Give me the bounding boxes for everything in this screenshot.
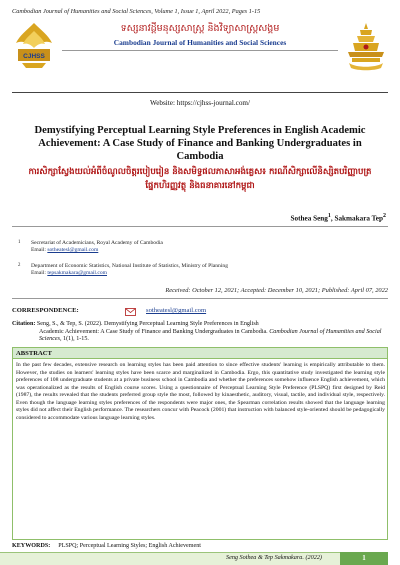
page-footer (0, 552, 400, 565)
author-affiliation-mark: 1 (327, 213, 331, 219)
publication-dates: Received: October 12, 2021; Accepted: December 10, 2021; Published: April 07, 2022 (165, 287, 388, 294)
envelope-icon (125, 308, 136, 316)
cjhss-logo-icon (12, 21, 56, 71)
authors-divider (12, 226, 388, 227)
masthead-divider (62, 50, 338, 51)
citation-text: Seng, S., & Tep, S. (2022). Demystifying Perceptual Learning Style Preferences in English (36, 321, 259, 327)
citation-journal-name: Cambodian Journal of Humanities and Social Sciences (39, 328, 382, 343)
royal-academy-emblem-icon (344, 21, 388, 71)
footer-author-credit: Seng Sothea & Tep Sakmakara. (2022) (225, 554, 322, 561)
affiliation-organization: Secretariat of Academicians, Royal Academy of Cambodia (31, 240, 163, 246)
journal-english-name: Cambodian Journal of Humanities and Social Sciences (113, 38, 287, 47)
running-head: Cambodian Journal of Humanities and Social Sciences, Volume 1, Issue 1, April 2022, Pages 1-15 (12, 8, 261, 15)
abstract-heading: ABSTRACT (13, 348, 387, 359)
author-separator: , (330, 214, 335, 223)
citation-volume: , 1(1), 1-15. (59, 336, 89, 343)
citation-block (12, 321, 388, 344)
affiliation-email-link[interactable]: sotheatesl@gmail.com (47, 247, 99, 254)
author-affiliation-mark: 2 (383, 213, 386, 219)
page-number: 1 (340, 552, 388, 565)
correspondence-email-link[interactable]: sotheatesl@gmail.com (146, 307, 207, 314)
affiliation-number: 2 (18, 263, 21, 268)
affiliation-item (18, 263, 378, 277)
abstract-box (12, 347, 388, 540)
dates-divider (12, 298, 388, 299)
article-khmer-title: ការសិក្សាស្វែងយល់អំពីចំណូលចិត្តរបៀបរៀន និងសមិទ្ធផលភាសាអង់គ្លេស៖ ករណីសិក្សាលើនិស្សិតបរិញ្ញាបត្រផ្នែកហិរញ្ញវត្ថុ និងធនាគារនៅកម្ពុជា (28, 167, 372, 191)
citation-text: Academic Achievement: A Case Study of Finance and Banking Undergraduates in Cambodia. (39, 328, 268, 335)
correspondence-label: CORRESPONDENCE: (12, 307, 79, 314)
journal-website[interactable]: Website: https://cjhss-journal.com/ (149, 99, 251, 107)
author-list (291, 213, 386, 222)
keywords-text: PLSPQ; Perceptual Learning Styles; English Achievement (58, 543, 201, 549)
affiliation-organization: Department of Economic Statistics, National Institute of Statistics, Ministry of Planning (31, 263, 228, 269)
journal-khmer-name: ទស្សនាវដ្ដីមនុស្សសាស្ត្រ និងវិទ្យាសាស្ត្រសង្គម (120, 23, 280, 34)
keywords-label: KEYWORDS: (12, 543, 51, 549)
logo-lettering: CJHSS (23, 53, 45, 60)
keywords-line (12, 543, 388, 549)
correspondence-line (12, 307, 388, 317)
affiliation-item (18, 240, 378, 254)
author-name: Sakmakara Tep (334, 214, 383, 223)
journal-masthead (12, 20, 388, 107)
author-name: Sothea Seng (290, 214, 328, 223)
affiliation-email-link[interactable]: tepsakmakara@gmail.com (47, 270, 107, 277)
affiliation-email-label: Email: (31, 247, 46, 254)
affiliation-email-label: Email: (31, 270, 46, 277)
affiliation-number: 1 (18, 240, 21, 245)
header-divider (12, 92, 388, 93)
article-title: Demystifying Perceptual Learning Style Preferences in English Academic Achievement: A Case Study of Finance and Banking Undergraduates in Cambodia (34, 125, 366, 163)
abstract-text: In the past few decades, extensive research on learning styles has been paid attention to since effective students' learning is empirically attributable to them. However, the studies on learners' learning styles have been scarce and marginalized in Cambodia. Ergo, this quantitative study investigated the learning style preferences of 108 undergraduate students at a private business school in Cambodia and whether the preferences somehow influence English achievement, which was operationalized as the results of English course scores. Using a questionnaire of Perceptual Learning Style Preference (PLSPQ) first designed by Reid (1987), the results revealed that the students preferred group style the most, followed by kinaesthetic, auditory, visual, tactile, and individual style, respectively. Even though the language learning styles preferences of the respondents were major ones, the Spearman correlation results showed that the language learning styles did not affect their English performance. The researchers concur with Peacock (2001) that instruction with balanced style-oriented should be pedagogically considered to accommodate various language learning styles. (16, 362, 385, 421)
citation-label: Citation: (12, 321, 36, 327)
